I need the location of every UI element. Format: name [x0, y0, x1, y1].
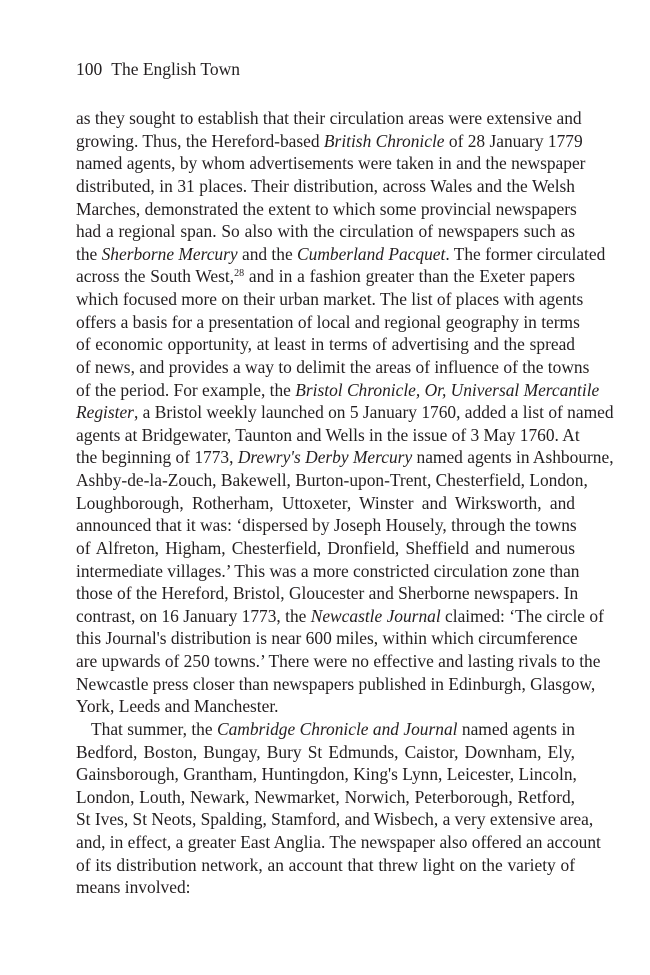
text-run: named agents in	[457, 718, 575, 739]
text-line	[76, 695, 575, 718]
text-line	[76, 786, 575, 809]
text-run: of its distribution network, an account that threw light on the variety of	[76, 854, 575, 875]
text-run: named agents, by whom advertisements were taken in and the newspaper	[76, 153, 586, 174]
text-run: as they sought to establish that their circulation areas were extensive and	[76, 108, 582, 128]
text-run: means involved:	[76, 877, 191, 898]
text-run: York, Leeds and Manchester.	[76, 696, 279, 717]
text-line	[76, 379, 600, 402]
text-line	[76, 220, 575, 243]
text-run: of news, and provides a way to delimit the areas of influence of the towns	[76, 356, 590, 377]
text-line	[76, 333, 575, 356]
text-run: intermediate villages.’ This was a more constricted circulation zone than	[76, 560, 580, 581]
text-line	[76, 650, 601, 673]
text-line	[76, 311, 580, 334]
text-line	[76, 401, 614, 424]
text-run: distributed, in 31 places. Their distribution, across Wales and the Welsh	[76, 175, 575, 196]
text-line	[76, 514, 575, 537]
text-run: and the	[237, 243, 298, 264]
italic-title: Cumberland Pacquet	[297, 243, 446, 264]
text-run: growing. Thus, the Hereford-based	[76, 130, 324, 151]
text-run: had a regional span. So also with the circulation of newspapers such as	[76, 221, 575, 242]
text-run: , a Bristol weekly launched on 5 January 1760, added a list of named	[133, 402, 614, 423]
text-line	[76, 356, 590, 379]
text-run: That summer, the	[91, 718, 217, 739]
text-run: the	[76, 243, 102, 264]
italic-title: Register	[76, 402, 134, 423]
italic-title: Newcastle Journal	[310, 605, 441, 626]
italic-title: Drewry's Derby Mercury	[237, 447, 413, 468]
text-run: and, in effect, a greater East Anglia. The newspaper also offered an account	[76, 832, 601, 852]
text-run: of economic opportunity, at least in terms of advertising and the spread	[76, 334, 575, 355]
text-line	[76, 831, 601, 854]
text-line	[76, 605, 604, 628]
footnote-marker: 28	[234, 268, 245, 280]
text-line	[76, 560, 580, 583]
text-run: those of the Hereford, Bristol, Gloucester and Sherborne newspapers. In	[76, 583, 579, 604]
italic-title: Bristol Chronicle, Or, Universal Mercantile	[295, 379, 600, 400]
text-line	[76, 446, 614, 469]
text-line	[76, 107, 582, 130]
text-run: announced that it was: ‘dispersed by Joseph Housely, through the towns	[76, 515, 577, 536]
italic-title: British Chronicle	[323, 130, 445, 151]
text-line	[76, 741, 575, 764]
text-run: across the South West,	[76, 266, 235, 287]
text-run: named agents in Ashbourne,	[412, 447, 614, 468]
text-run: . The former circulated	[445, 243, 606, 264]
text-line	[76, 152, 586, 175]
text-run: of 28 January 1779	[444, 130, 583, 151]
text-run: St Ives, St Neots, Spalding, Stamford, and Wisbech, a very extensive area,	[76, 809, 594, 830]
text-line	[76, 492, 575, 515]
text-run: Gainsborough, Grantham, Huntingdon, King's Lynn, Leicester, Lincoln,	[76, 764, 577, 785]
text-run: Loughborough, Rotherham, Uttoxeter, Winster and Wirksworth, and	[76, 492, 575, 513]
text-run: which focused more on their urban market. The list of places with agents	[76, 289, 584, 309]
text-line	[76, 265, 575, 288]
text-line	[76, 582, 579, 605]
running-head	[76, 58, 240, 80]
text-run: Bedford, Boston, Bungay, Bury St Edmunds, Caistor, Downham, Ely,	[76, 741, 575, 762]
running-head-title: The English Town	[111, 59, 240, 79]
text-line	[76, 763, 575, 786]
text-run: of the period. For example, the	[76, 379, 296, 400]
text-line	[76, 718, 575, 741]
text-line	[76, 854, 575, 877]
text-run: Marches, demonstrated the extent to which some provincial newspapers	[76, 198, 577, 219]
text-run: are upwards of 250 towns.’ There were no effective and lasting rivals to the	[76, 651, 601, 671]
text-run: of Alfreton, Higham, Chesterfield, Dronfield, Sheffield and numerous	[76, 537, 575, 558]
text-run: and in a fashion greater than the Exeter papers	[244, 266, 575, 287]
text-line	[76, 175, 575, 198]
text-run: offers a basis for a presentation of local and regional geography in terms	[76, 311, 580, 332]
text-run: agents at Bridgewater, Taunton and Wells in the issue of 3 May 1760. At	[76, 424, 580, 445]
text-line	[76, 469, 588, 492]
text-line	[76, 424, 580, 447]
text-run: the beginning of 1773,	[76, 447, 238, 468]
text-line	[76, 130, 583, 153]
text-run: London, Louth, Newark, Newmarket, Norwich, Peterborough, Retford,	[76, 786, 575, 807]
text-line	[76, 537, 575, 560]
text-run: claimed: ‘The circle of	[440, 605, 604, 626]
text-run: this Journal's distribution is near 600 miles, within which circumference	[76, 628, 578, 649]
body-text	[76, 107, 614, 899]
text-line	[76, 808, 594, 831]
text-run: contrast, on 16 January 1773, the	[76, 605, 311, 626]
text-line	[76, 198, 575, 221]
text-run: Newcastle press closer than newspapers published in Edinburgh, Glasgow,	[76, 673, 596, 694]
page-number: 100	[76, 59, 103, 79]
text-line	[76, 673, 596, 696]
text-line	[76, 876, 575, 899]
text-run: Ashby-de-la-Zouch, Bakewell, Burton-upon-Trent, Chesterfield, London,	[76, 470, 588, 490]
text-line	[76, 243, 606, 266]
italic-title: Cambridge Chronicle and Journal	[216, 718, 458, 739]
italic-title: Sherborne Mercury	[101, 243, 238, 264]
text-line	[76, 627, 578, 650]
text-line	[76, 288, 584, 311]
